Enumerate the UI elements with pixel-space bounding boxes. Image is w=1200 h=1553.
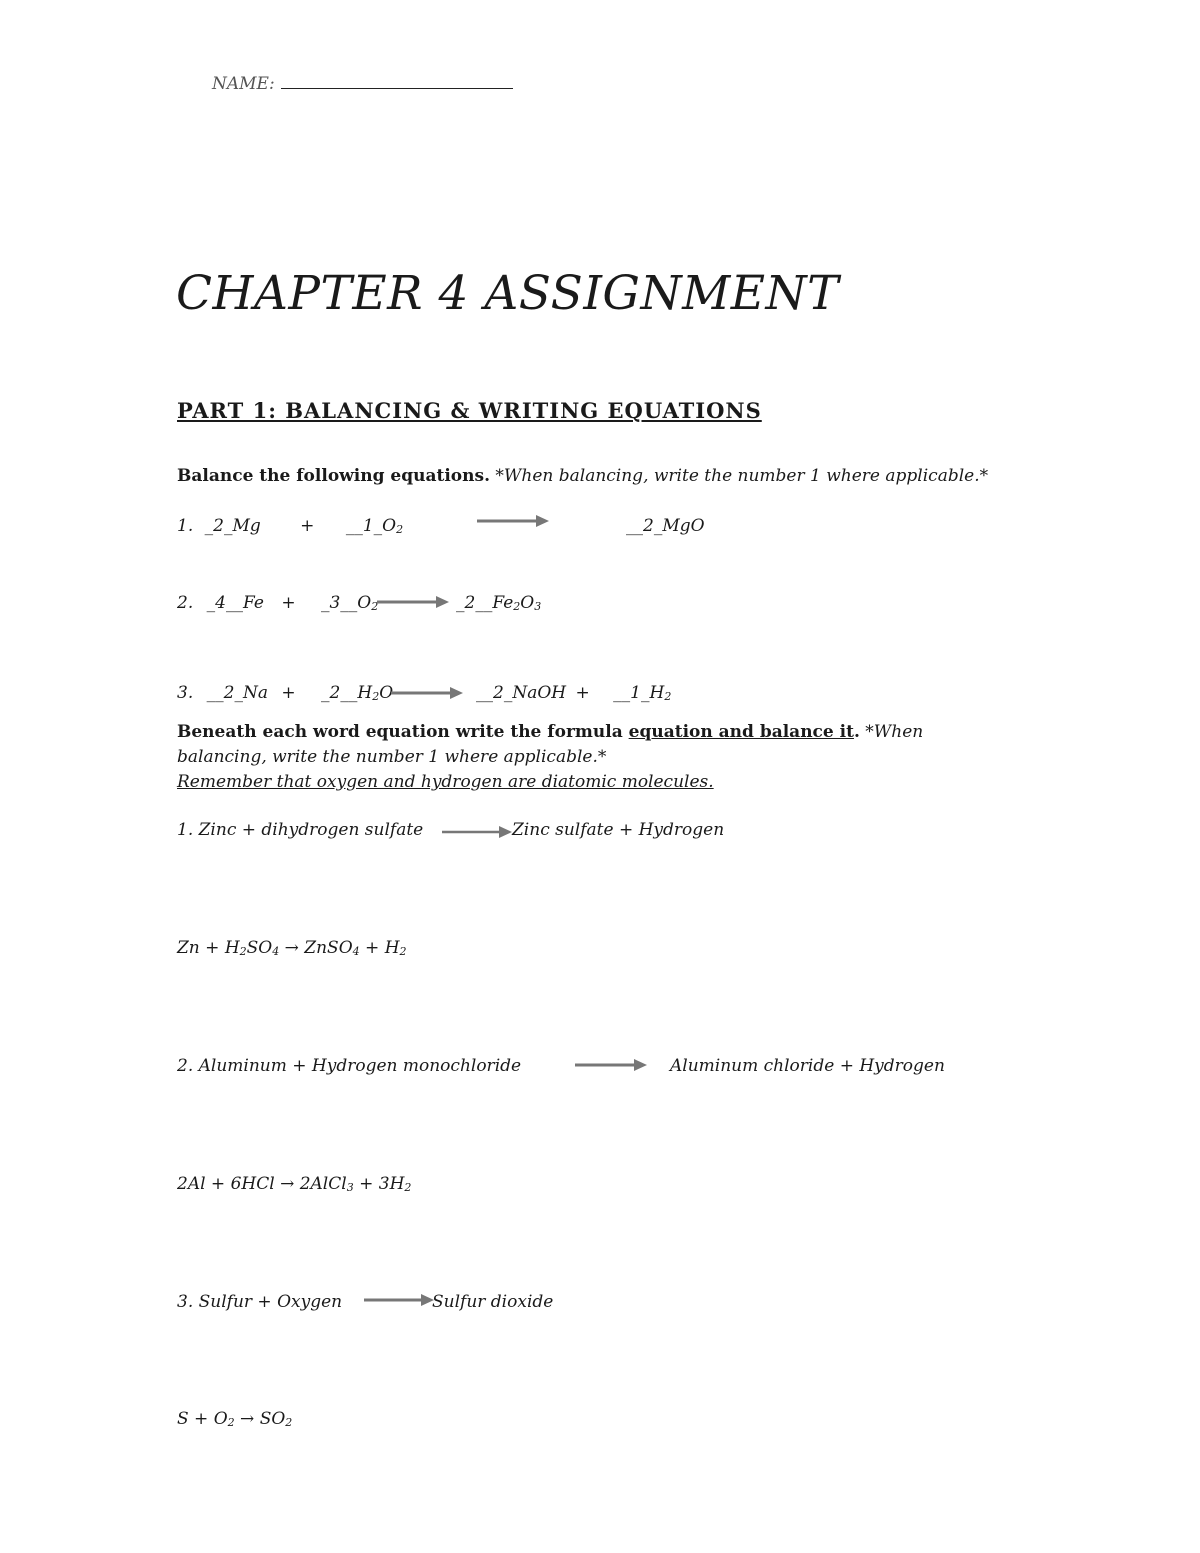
eq2-r1: Fe: [242, 593, 264, 613]
word-eq2-left: 2. Aluminum + Hydrogen monochloride: [177, 1056, 522, 1076]
eq3-r2b: O: [379, 683, 394, 703]
eq3-number: 3.: [177, 683, 194, 703]
eq2-p1a-sub: 2: [513, 600, 521, 613]
page-title: CHAPTER 4 ASSIGNMENT: [176, 266, 839, 321]
answer-eq2-sub: 2: [404, 1181, 412, 1194]
eq2-p1a: Fe: [492, 593, 514, 613]
eq2-coef2: _3__: [320, 593, 358, 613]
answer-eq3-sub: 2: [285, 1416, 293, 1429]
answer-eq2-part: 2Al + 6HCl → 2AlCl: [177, 1174, 347, 1194]
answer-eq3-part: → SO: [234, 1409, 286, 1429]
eq1-r1: Mg: [232, 516, 261, 536]
instruction-bold: Balance the following equations.: [177, 466, 490, 486]
answer-eq2-part: + 3H: [353, 1174, 405, 1194]
eq2-r2-sub: 2: [371, 600, 379, 613]
eq1-coef2: __1_: [345, 516, 383, 536]
arrow-icon: [390, 685, 464, 701]
name-field: [212, 74, 513, 94]
eq1-reactants: [177, 516, 403, 536]
eq2-r2: O: [357, 593, 372, 613]
part1-heading: PART 1: BALANCING & WRITING EQUATIONS: [177, 398, 762, 423]
answer-eq3: [177, 1409, 292, 1429]
eq1-products: [626, 516, 705, 536]
word-eq1-left: 1. Zinc + dihydrogen sulfate: [177, 820, 424, 840]
eq2-p1b: O: [520, 593, 535, 613]
instruction-italic: *When balancing, write the number 1 where applicable.*: [495, 466, 989, 486]
arrow-icon: [376, 594, 450, 610]
eq2-line: [177, 593, 378, 613]
word-eq2-right: Aluminum chloride + Hydrogen: [670, 1056, 945, 1076]
name-label: NAME:: [212, 74, 275, 94]
eq2-coef1: _4__: [206, 593, 243, 613]
eq3-r2a-sub: 2: [372, 690, 380, 703]
answer-eq1-sub: 4: [352, 945, 360, 958]
eq3-p1: NaOH: [512, 683, 567, 703]
eq3-coef2: _2__: [321, 683, 358, 703]
word-equation-instruction: [177, 720, 923, 795]
eq3-coef3: __2_: [476, 683, 513, 703]
word-eq3-left: 3. Sulfur + Oxygen: [177, 1292, 343, 1312]
word-instr-bold: Beneath each word equation write the formula: [177, 722, 629, 742]
eq1-r2: O: [382, 516, 397, 536]
answer-eq1-part: Zn + H: [177, 938, 240, 958]
eq1-plus: +: [300, 516, 315, 536]
answer-eq1-sub: 4: [272, 945, 280, 958]
eq1-coef3: __2_: [626, 516, 663, 536]
eq2-products: [456, 593, 541, 613]
answer-eq1-part: SO: [246, 938, 273, 958]
eq3-coef1: __2_: [206, 683, 243, 703]
answer-eq3-sub: 2: [227, 1416, 235, 1429]
answer-eq2-sub: 3: [346, 1181, 354, 1194]
eq2-number: 2.: [177, 593, 194, 613]
eq1-r2-sub: 2: [396, 523, 404, 536]
arrow-icon: [574, 1057, 648, 1073]
eq3-p2: H: [649, 683, 665, 703]
answer-eq1: [177, 938, 407, 958]
answer-eq3-part: S + O: [177, 1409, 228, 1429]
arrow-icon: [476, 513, 550, 529]
eq2-plus: +: [281, 593, 296, 613]
eq3-products: [476, 683, 671, 703]
balance-instruction: [177, 466, 988, 486]
arrow-icon: [441, 824, 513, 840]
word-instr-italic-a: *When: [859, 722, 924, 742]
eq3-plus2: +: [575, 683, 590, 703]
word-instr-italic-b: balancing, write the number 1 where applicable.*: [177, 747, 607, 767]
eq3-reactants: [177, 683, 393, 703]
answer-eq2: [177, 1174, 411, 1194]
eq3-p2-sub: 2: [664, 690, 672, 703]
name-blank-line: [281, 74, 513, 89]
eq1-number: 1.: [177, 516, 194, 536]
word-instr-underlined: equation and balance it: [628, 722, 854, 742]
eq2-p1b-sub: 3: [534, 600, 542, 613]
word-eq1-right: Zinc sulfate + Hydrogen: [512, 820, 725, 840]
eq3-coef4: __1_: [613, 683, 650, 703]
answer-eq1-sub: 2: [399, 945, 407, 958]
answer-eq1-sub: 2: [239, 945, 247, 958]
answer-eq1-part: → ZnSO: [279, 938, 353, 958]
answer-eq1-part: + H: [359, 938, 400, 958]
eq3-r2a: H: [357, 683, 373, 703]
word-eq3-right: Sulfur dioxide: [432, 1292, 554, 1312]
eq2-coef3: _2__: [456, 593, 493, 613]
word-instr-dot: .: [853, 722, 860, 742]
eq1-coef1: _2_: [204, 516, 233, 536]
arrow-icon: [363, 1292, 435, 1308]
eq1-p1: MgO: [662, 516, 705, 536]
diatomic-note: Remember that oxygen and hydrogen are diatomic molecules.: [177, 772, 714, 792]
eq3-plus1: +: [281, 683, 296, 703]
eq3-r1: Na: [242, 683, 268, 703]
